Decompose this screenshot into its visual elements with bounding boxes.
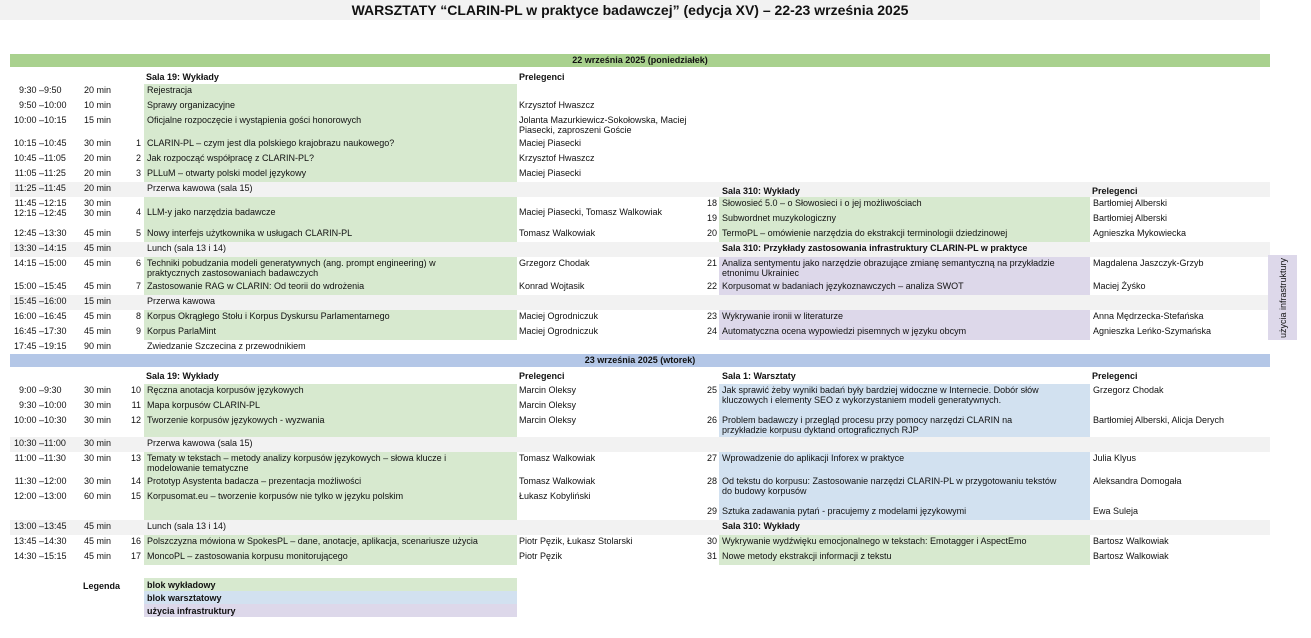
page-title: WARSZTATY “CLARIN-PL w praktyce badawczej” (edycja XV) – 22-23 września 2025 [0,0,1260,20]
lecture-cell-bg [144,84,517,99]
session-number: 6 [135,258,141,268]
legend-label: Legenda [83,581,121,591]
session-number: 24 [706,326,717,336]
session-title: PLLuM – otwarty polski model językowy [147,168,307,178]
session-number: 11 [131,400,141,410]
speakers: Krzysztof Hwaszcz [519,153,595,163]
session-title: Rejestracja [147,85,193,95]
session-number: 17 [130,551,141,561]
session-title: Jak sprawić żeby wyniki badań były bardziej widoczne w Internecie. Dobór słów [722,385,1039,395]
session-title-2: przykładzie korpusu dyktand ortograficznych RJP [722,425,919,435]
speakers: Marcin Oleksy [519,385,577,395]
duration: 45 min [84,521,112,531]
speakers: Marcin Oleksy [519,415,577,425]
time-start: 16:00 – [13,311,44,321]
time-start: 12:45 – [13,228,44,238]
day2-right-speakers-header: Prelegenci [1092,371,1138,381]
break-row-right-bg [517,182,1270,197]
session-title: Ręczna anotacja korpusów językowych [147,385,304,395]
duration: 45 min [84,551,112,561]
day2-speakers-header: Prelegenci [519,371,565,381]
break-row-right-bg [517,295,1270,310]
session-title-2: do budowy korpusów [722,486,807,496]
speakers: Jolanta Mazurkiewicz-Sokołowska, Maciej [519,115,687,125]
break-row-right-bg [517,437,1270,452]
time-end: 10:15 [44,115,67,125]
speakers: Maciej Żyśko [1093,281,1146,291]
session-number: 12 [130,415,141,425]
day2-right-room-header-2: Sala 310: Wykłady [722,521,800,531]
session-title: Zwiedzanie Szczecina z przewodnikiem [147,341,306,351]
time-end: 9:30 [44,385,62,395]
session-title: Przerwa kawowa [147,296,216,306]
speakers: Grzegorz Chodak [1093,385,1164,395]
session-number: 5 [135,228,141,238]
speakers: Tomasz Walkowiak [519,228,596,238]
speakers: Grzegorz Chodak [519,258,590,268]
speakers: Tomasz Walkowiak [519,453,596,463]
day1-right-room-header-2: Sala 310: Przykłady zastosowania infrastruktury CLARIN-PL w praktyce [722,243,1028,253]
speakers: Maciej Piasecki [519,138,582,148]
session-title: Korpus Okrągłego Stołu i Korpus Dyskursu Parlamentarnego [147,311,390,321]
time-end: 14:15 [44,243,67,253]
speakers: Bartosz Walkowiak [1093,536,1169,546]
duration: 30 min [84,138,112,148]
session-number: 29 [706,506,717,516]
time-end: 19:15 [44,341,67,351]
session-title: Sprawy organizacyjne [147,100,236,110]
speakers: Agnieszka Mykowiecka [1093,228,1187,238]
time-end: 10:00 [44,400,67,410]
legend-item: blok wykładowy [147,580,216,590]
session-title: Wykrywanie wydźwięku emocjonalnego w tekstach: Emotagger i AspectEmo [722,536,1027,546]
session-title-2: praktycznych zastosowaniach badawczych [147,268,319,278]
day2-header: 23 września 2025 (wtorek) [10,354,1270,367]
session-title: CLARIN-PL – czym jest dla polskiego krajobrazu naukowego? [147,138,395,148]
session-title: Subwordnet muzykologiczny [722,213,837,223]
session-number: 31 [706,551,717,561]
time-end: 12:00 [44,476,67,486]
time-end: 15:45 [44,281,67,291]
session-title: Nowe metody ekstrakcji informacji z tekstu [722,551,892,561]
speakers: Magdalena Jaszczyk-Grzyb [1093,258,1204,268]
session-title: Przerwa kawowa (sala 15) [147,438,253,448]
session-number: 14 [130,476,141,486]
duration: 45 min [84,311,112,321]
session-title: Słowosieć 5.0 – o Słowosieci i o jej możliwościach [722,198,922,208]
time-start: 13:30 – [13,243,44,253]
session-title: Prototyp Asystenta badacza – prezentacja możliwości [147,476,362,486]
duration: 20 min [84,85,112,95]
speakers: Anna Mędrzecka-Stefańska [1093,311,1204,321]
time-end: 14:30 [44,536,67,546]
session-number: 16 [130,536,141,546]
session-number: 19 [706,213,717,223]
time-end: 12:45 [44,208,67,218]
speakers: Maciej Ogrodniczuk [519,311,599,321]
time-end: 13:45 [44,521,67,531]
time-start: 13:00 – [13,521,44,531]
session-title: Lunch (sala 13 i 14) [147,243,227,253]
session-number: 2 [135,153,141,163]
session-number: 25 [706,385,717,395]
duration: 20 min [84,168,112,178]
session-number: 30 [706,536,717,546]
day1-speakers-header: Prelegenci [519,72,565,82]
duration: 45 min [84,536,112,546]
speakers: Konrad Wojtasik [519,281,585,291]
session-title: Korpusomat.eu – tworzenie korpusów nie tylko w języku polskim [147,491,404,501]
speakers: Bartosz Walkowiak [1093,551,1169,561]
time-end: 11:05 [44,153,66,163]
day1-right-speakers-header: Prelegenci [1092,186,1138,196]
day2-right-room-header: Sala 1: Warsztaty [722,371,796,381]
duration: 30 min [84,415,112,425]
time-start: 14:30 – [13,551,44,561]
session-number: 1 [135,138,141,148]
session-title: Oficjalne rozpoczęcie i wystąpienia gości honorowych [147,115,362,125]
duration: 10 min [84,100,112,110]
duration: 30 min [84,453,112,463]
speakers: Aleksandra Domogała [1093,476,1182,486]
session-title: Problem badawczy i przegląd procesu przy pomocy narzędzi CLARIN na [722,415,1013,425]
duration: 45 min [84,228,112,238]
speakers: Bartłomiej Alberski, Alicja Derych [1093,415,1225,425]
session-number: 26 [706,415,717,425]
session-number: 28 [706,476,717,486]
session-title-2: kluczowych i elementy SEO z wykorzystaniem modeli generatywnych. [722,395,1002,405]
time-start: 9:50 – [18,100,44,110]
session-title: Tematy w tekstach – metody analizy korpusów językowych – słowa klucze i [147,453,447,463]
session-number: 7 [135,281,141,291]
session-number: 18 [706,198,717,208]
time-start: 10:00 – [13,115,44,125]
time-start: 17:45 – [13,341,44,351]
duration: 30 min [84,476,112,486]
time-start: 9:30 – [18,85,44,95]
session-title: Od tekstu do korpusu: Zastosowanie narzędzi CLARIN-PL w przygotowaniu tekstów [722,476,1057,486]
legend-item: blok warsztatowy [147,593,222,603]
time-start: 12:15 – [13,208,44,218]
session-number: 3 [135,168,141,178]
duration: 30 min [84,208,112,218]
day1-right-room-header: Sala 310: Wykłady [722,186,800,196]
duration: 20 min [84,153,112,163]
session-title: Tworzenie korpusów językowych - wyzwania [147,415,325,425]
time-start: 11:05 – [14,168,44,178]
time-end: 16:45 [44,311,67,321]
day1-header: 22 września 2025 (poniedziałek) [10,54,1270,67]
speakers: Krzysztof Hwaszcz [519,100,595,110]
time-start: 11:30 – [14,476,44,486]
time-start: 11:45 – [14,198,44,208]
time-start: 13:45 – [13,536,44,546]
speakers: Julia Klyus [1093,453,1137,463]
speakers: Maciej Piasecki [519,168,582,178]
session-title: Sztuka zadawania pytań - pracujemy z modelami językowymi [722,506,967,516]
time-start: 10:30 – [13,438,44,448]
time-end: 15:15 [44,551,67,561]
session-number: 4 [135,207,141,217]
time-start: 9:30 – [18,400,44,410]
session-number: 13 [130,453,141,463]
session-title: Analiza sentymentu jako narzędzie obrazujące zmianę semantyczną na przykładzie [722,258,1055,268]
speakers: Maciej Piasecki, Tomasz Walkowiak [519,207,663,217]
speakers: Piotr Pęzik, Łukasz Stolarski [519,536,633,546]
session-title: TermoPL – omówienie narzędzia do ekstrakcji terminologii dziedzinowej [722,228,1008,238]
session-title: Przerwa kawowa (sala 15) [147,183,253,193]
time-start: 15:00 – [13,281,44,291]
time-end: 9:50 [44,85,62,95]
time-end: 16:00 [44,296,67,306]
duration: 30 min [84,198,112,208]
duration: 90 min [84,341,112,351]
session-title-2: modelowanie tematyczne [147,463,249,473]
time-end: 13:30 [44,228,67,238]
speakers: Ewa Suleja [1093,506,1139,516]
session-number: 10 [130,385,141,395]
session-title: Nowy interfejs użytkownika w usługach CLARIN-PL [147,228,353,238]
duration: 45 min [84,243,112,253]
session-title: Mapa korpusów CLARIN-PL [147,400,261,410]
session-number: 9 [135,326,141,336]
time-end: 11:00 [44,438,66,448]
time-start: 11:00 – [14,453,44,463]
infrastructure-side-label [1268,255,1297,340]
time-end: 12:15 [44,198,67,208]
duration: 45 min [84,281,112,291]
session-number: 22 [706,281,717,291]
session-title: Wykrywanie ironii w literaturze [722,311,843,321]
speakers: Agnieszka Leńko-Szymańska [1093,326,1212,336]
day2-room-header: Sala 19: Wykłady [146,371,219,381]
time-start: 15:45 – [13,296,44,306]
session-title: Korpusomat w badaniach językoznawczych – analiza SWOT [722,281,964,291]
time-end: 10:45 [44,138,67,148]
duration: 45 min [84,258,112,268]
day1-room-header: Sala 19: Wykłady [146,72,219,82]
session-title: MoncoPL – zastosowania korpusu monitorującego [147,551,348,561]
session-number: 15 [130,491,141,501]
time-start: 10:15 – [13,138,44,148]
time-start: 10:45 – [13,153,44,163]
time-start: 14:15 – [13,258,44,268]
session-title: Polszczyzna mówiona w SpokesPL – dane, anotacje, aplikacja, scenariusze użycia [147,536,478,546]
speakers: Maciej Ogrodniczuk [519,326,599,336]
session-number: 23 [706,311,717,321]
time-start: 11:25 – [14,183,44,193]
speakers: Łukasz Kobyliński [519,491,591,501]
duration: 30 min [84,438,112,448]
legend-item: użycia infrastruktury [147,606,236,616]
duration: 15 min [84,296,112,306]
session-title: Techniki pobudzania modeli generatywnych (ang. prompt engineering) w [147,258,436,268]
session-number: 21 [706,258,717,268]
time-end: 17:30 [44,326,67,336]
duration: 15 min [84,115,112,125]
duration: 30 min [84,400,112,410]
time-start: 16:45 – [13,326,44,336]
side-label-text: użycia infrastruktury [1277,257,1288,338]
time-end: 11:45 [44,183,66,193]
speakers: Bartłomiej Alberski [1093,213,1168,223]
time-end: 10:30 [44,415,67,425]
session-title-2: etnonimu Ukrainiec [722,268,800,278]
speakers-2: Piasecki, zaproszeni Goście [519,125,632,135]
session-title: Zastosowanie RAG w CLARIN: Od teorii do wdrożenia [147,281,365,291]
session-title: Lunch (sala 13 i 14) [147,521,227,531]
time-start: 12:00 – [13,491,44,501]
session-title: Automatyczna ocena wypowiedzi pisemnych w języku obcym [722,326,967,336]
time-start: 10:00 – [13,415,44,425]
time-end: 11:25 [44,168,66,178]
session-number: 8 [135,311,141,321]
break-row-right-bg [517,520,1270,535]
time-end: 15:00 [44,258,67,268]
session-title: Korpus ParlaMint [147,326,217,336]
speakers: Marcin Oleksy [519,400,577,410]
speakers: Piotr Pęzik [519,551,563,561]
speakers: Tomasz Walkowiak [519,476,596,486]
duration: 30 min [84,385,112,395]
time-start: 9:00 – [18,385,44,395]
time-end: 11:30 [44,453,66,463]
time-end: 13:00 [44,491,67,501]
session-title: Jak rozpocząć współpracę z CLARIN-PL? [147,153,315,163]
session-number: 27 [706,453,717,463]
duration: 60 min [84,491,112,501]
session-title: LLM-y jako narzędzia badawcze [147,207,276,217]
speakers: Bartłomiej Alberski [1093,198,1168,208]
session-title: Wprowadzenie do aplikacji Inforex w praktyce [722,453,905,463]
duration: 20 min [84,183,112,193]
duration: 45 min [84,326,112,336]
time-end: 10:00 [44,100,67,110]
session-number: 20 [706,228,717,238]
